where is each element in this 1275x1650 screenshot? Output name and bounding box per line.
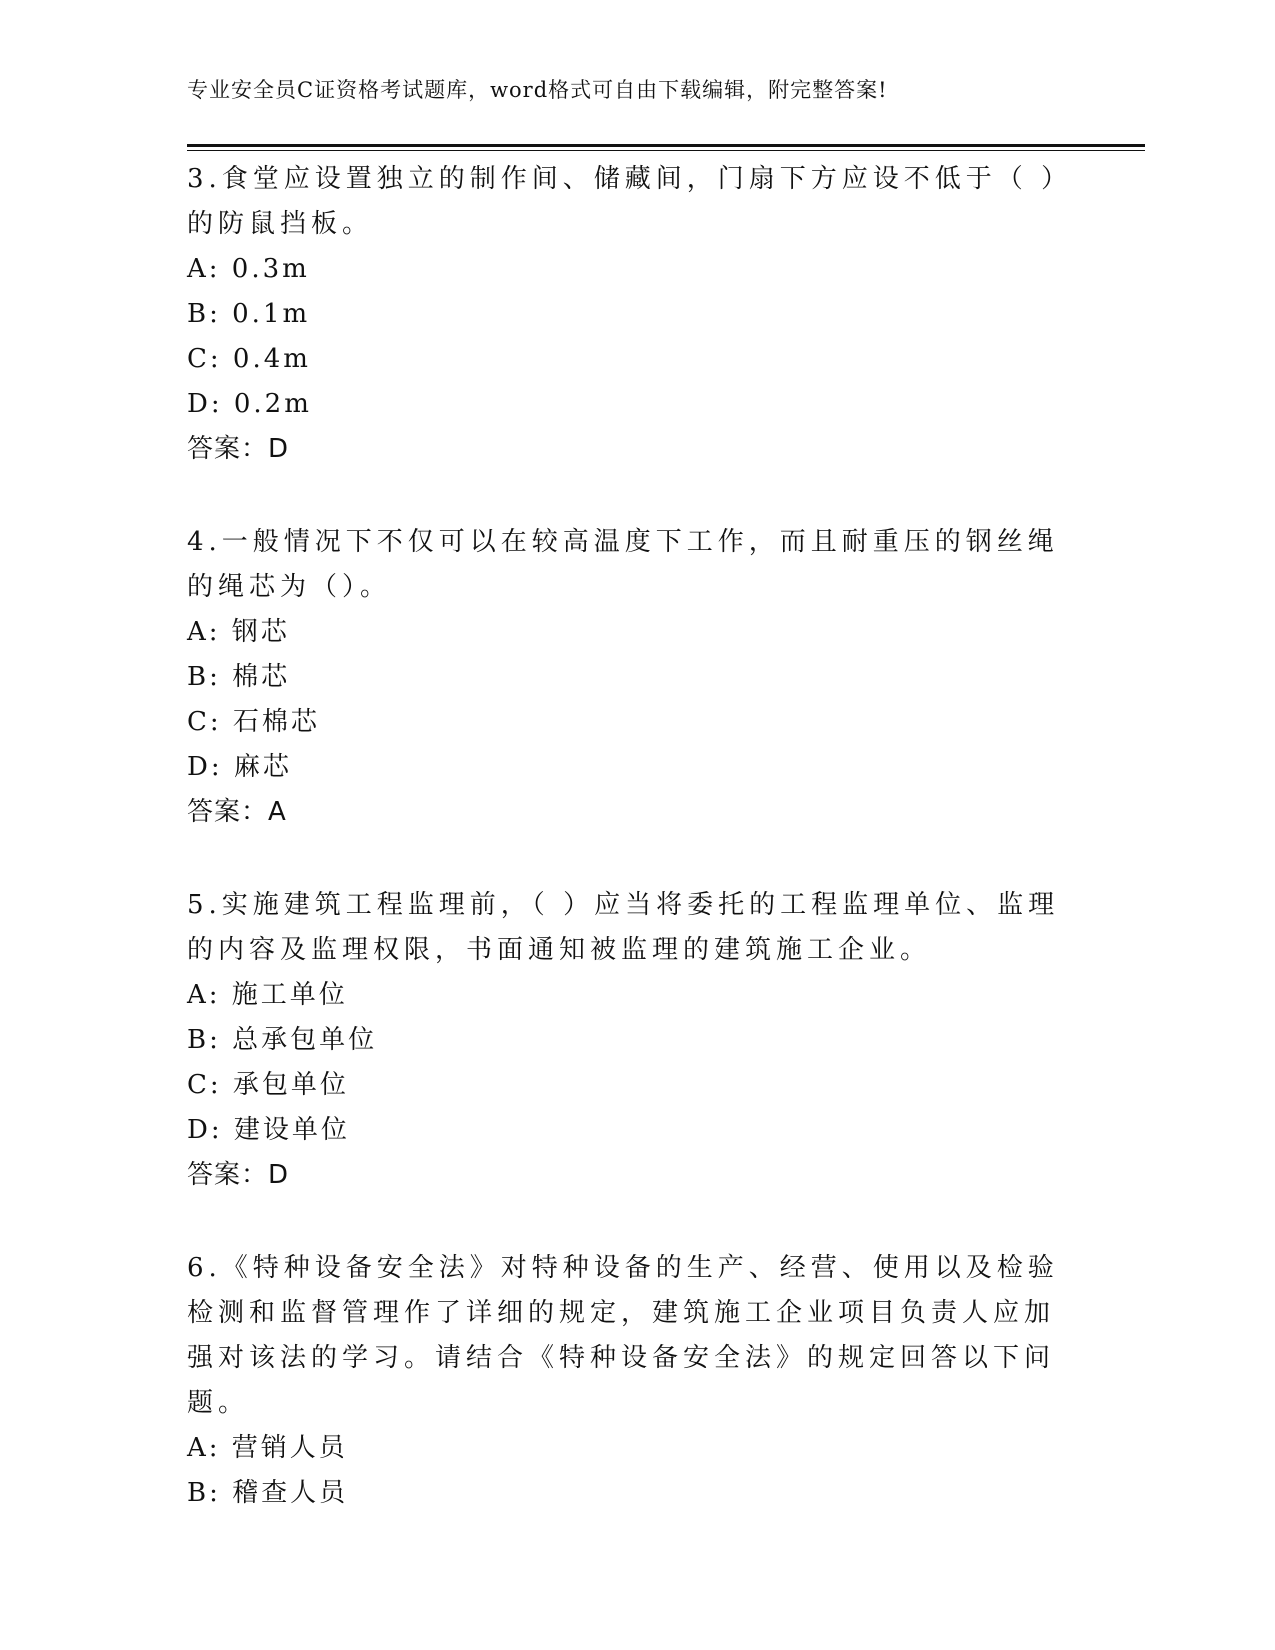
question-list xyxy=(187,157,1067,1564)
question-text: 4.一般情况下不仅可以在较高温度下工作，而且耐重压的钢丝绳的绳芯为（）。 xyxy=(187,527,1059,602)
header-divider-thick xyxy=(187,144,1145,147)
option-b: B: 总承包单位 xyxy=(187,1025,378,1055)
option-b: B: 棉芯 xyxy=(187,662,291,692)
option-c: C: 承包单位 xyxy=(187,1070,349,1100)
option-c: C: 石棉芯 xyxy=(187,707,320,737)
option-b: B: 稽查人员 xyxy=(187,1478,349,1508)
question-3 xyxy=(187,157,1067,472)
option-c: C: 0.4m xyxy=(187,344,311,374)
answer-line: 答案：A xyxy=(187,797,287,827)
page-header: 专业安全员C证资格考试题库，word格式可自由下载编辑，附完整答案! xyxy=(187,78,888,102)
question-5 xyxy=(187,883,1067,1198)
question-text: 6.《特种设备安全法》对特种设备的生产、经营、使用以及检验检测和监督管理作了详细的规定，建筑施工企业项目负责人应加强对该法的学习。请结合《特种设备安全法》的规定回答以下问题。 xyxy=(187,1253,1059,1418)
question-text: 5.实施建筑工程监理前，（ ）应当将委托的工程监理单位、监理的内容及监理权限，书面通知被监理的建筑施工企业。 xyxy=(187,890,1060,965)
option-d: D: 建设单位 xyxy=(187,1115,350,1145)
question-text: 3.食堂应设置独立的制作间、储藏间，门扇下方应设不低于（ ）的防鼠挡板。 xyxy=(187,164,1060,239)
option-b: B: 0.1m xyxy=(187,299,311,329)
answer-line: 答案：D xyxy=(187,434,290,464)
option-a: A: 营销人员 xyxy=(187,1433,348,1463)
question-6 xyxy=(187,1246,1067,1516)
option-a: A: 0.3m xyxy=(187,254,310,284)
answer-line: 答案：D xyxy=(187,1160,290,1190)
option-d: D: 0.2m xyxy=(187,389,312,419)
header-divider-thin xyxy=(187,150,1145,151)
option-d: D: 麻芯 xyxy=(187,752,292,782)
question-4 xyxy=(187,520,1067,835)
option-a: A: 钢芯 xyxy=(187,617,290,647)
option-a: A: 施工单位 xyxy=(187,980,348,1010)
